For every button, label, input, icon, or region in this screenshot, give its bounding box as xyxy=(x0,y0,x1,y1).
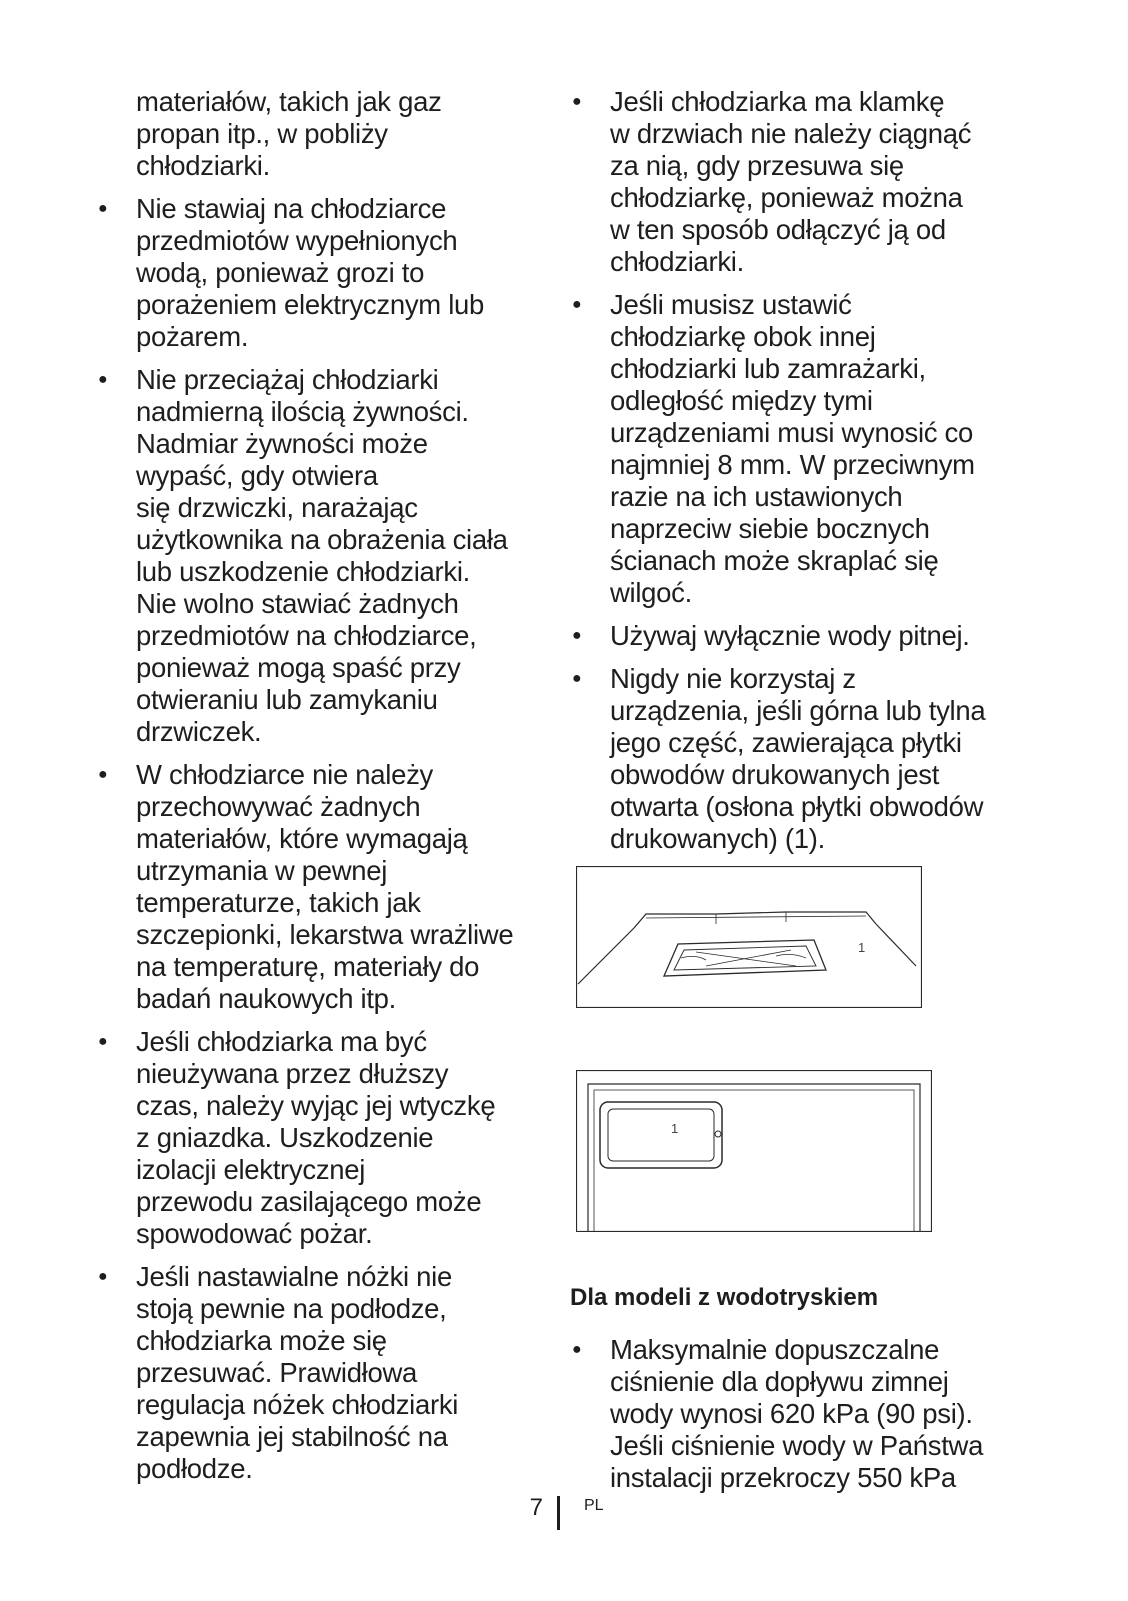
bullet-item: ● W chłodziarce nie należy przechowywać żadnych materiałów, które wymagają utrzymania w pewnej temperaturze, takich jak szczepionki, lekarstwa wrażliwe na temperaturę, materiały do badań naukowych itp. xyxy=(96,759,546,1015)
right-column-continued xyxy=(570,1334,1030,1505)
pcb-cover-outline xyxy=(664,940,826,976)
bullet-item: ● Nigdy nie korzystaj z urządzenia, jeśli górna lub tylna jego część, zawierająca płytki obwodów drukowanych jest otwarta (osłona płytki obwodów drukowanych) (1). xyxy=(570,663,1030,855)
figure-bottom-drawing xyxy=(576,1070,932,1232)
page-separator xyxy=(557,1496,560,1530)
figure-callout-label: 1 xyxy=(858,940,866,955)
bullet-item: ● Jeśli chłodziarka ma być nieużywana przez dłuższy czas, należy wyjąc jej wtyczkę z gniazdka. Uszkodzenie izolacji elektrycznej przewodu zasilającego może spowodować pożar. xyxy=(96,1026,546,1250)
page-footer xyxy=(0,1492,1128,1532)
bullet-item: ● Jeśli musisz ustawić chłodziarkę obok innej chłodziarki lub zamrażarki, odległość między tymi urządzeniami musi wynosić co najmniej 8 mm. W przeciwnym razie na ich ustawionych naprzeciw siebie bocznych ścianach może skraplać się wilgoć. xyxy=(570,289,1030,609)
figure-top-pcb-cover xyxy=(576,866,922,1008)
bullet-item: ● Nie przeciążaj chłodziarki nadmierną ilością żywności. Nadmiar żywności może wypaść, gdy otwiera się drzwiczki, narażając użytkownika na obrażenia ciała lub uszkodzenie chłodziarki. Nie wolno stawiać żadnych przedmiotów na chłodziarce, ponieważ mogą spaść przy otwieraniu lub zamykaniu drzwiczek. xyxy=(96,364,546,748)
left-column xyxy=(96,86,546,1496)
section-heading: Dla modeli z wodotryskiem xyxy=(570,1284,879,1311)
bullet-item: ● Nie stawiaj na chłodziarce przedmiotów wypełnionych wodą, ponieważ grozi to porażeniem elektrycznym lub pożarem. xyxy=(96,193,546,353)
figure-top-drawing xyxy=(576,866,922,1008)
bullet-item: ● Używaj wyłącznie wody pitnej. xyxy=(570,620,1030,652)
right-column xyxy=(570,86,1030,866)
bullet-item: ● Maksymalnie dopuszczalne ciśnienie dla dopływu zimnej wody wynosi 620 kPa (90 psi). Jeśli ciśnienie wody w Państwa instalacji przekroczy 550 kPa xyxy=(570,1334,1030,1494)
language-code: PL xyxy=(584,1497,604,1514)
bullet-item: ● Jeśli chłodziarka ma klamkę w drzwiach nie należy ciągnąć za nią, gdy przesuwa się chłodziarkę, ponieważ można w ten sposób odłączyć ją od chłodziarki. xyxy=(570,86,1030,278)
paragraph: materiałów, takich jak gaz propan itp., w pobliży chłodziarki. xyxy=(136,86,442,181)
figure-callout-label: 1 xyxy=(671,1121,679,1136)
bullet-item: ● Jeśli nastawialne nóżki nie stoją pewnie na podłodze, chłodziarka może się przesuwać. Prawidłowa regulacja nóżek chłodziarki zapewnia jej stabilność na podłodze. xyxy=(96,1261,546,1485)
pcb-cover-outline xyxy=(600,1102,722,1168)
figure-frame xyxy=(577,867,922,1008)
figure-bottom-pcb-cover xyxy=(576,1070,932,1232)
page-number: 7 xyxy=(529,1494,543,1521)
